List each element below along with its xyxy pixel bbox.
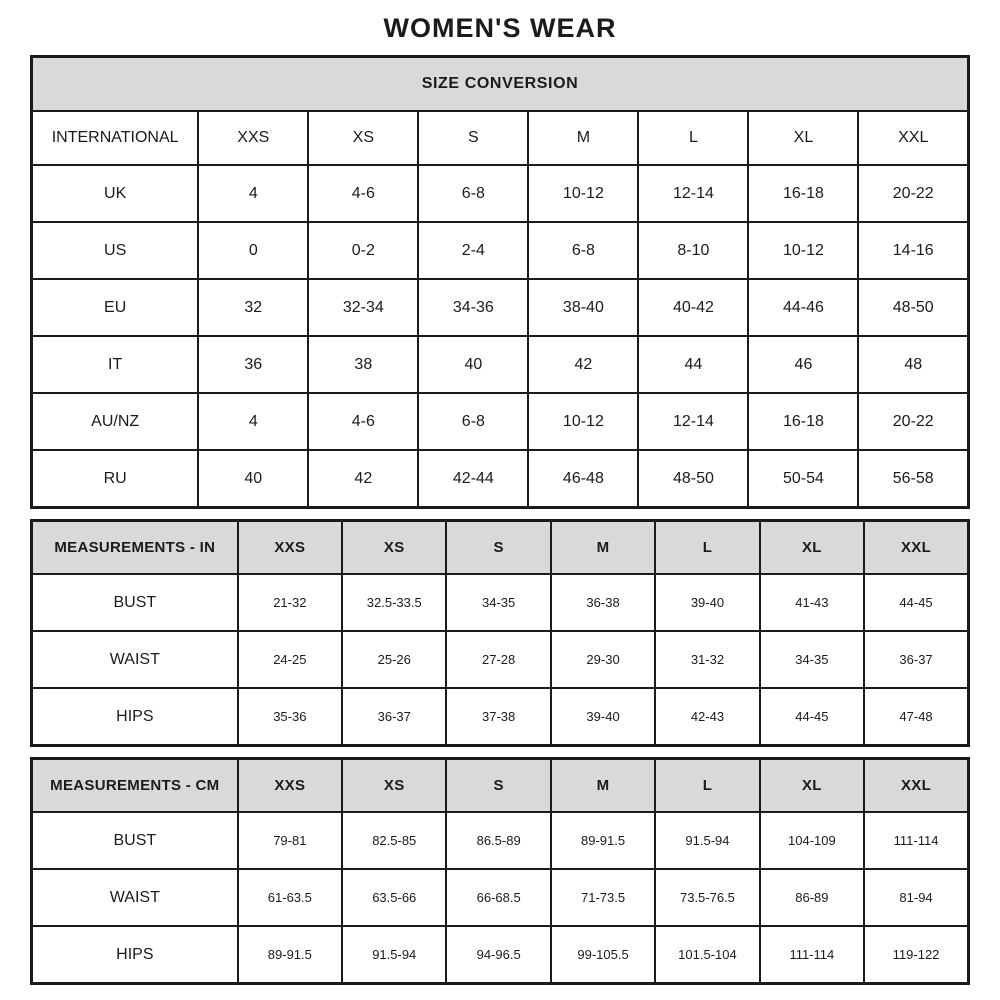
value-cell: 20-22 bbox=[858, 393, 968, 450]
value-cell: 79-81 bbox=[238, 812, 342, 869]
table-row bbox=[32, 926, 969, 984]
value-cell: 47-48 bbox=[864, 688, 968, 746]
value-cell: 44-45 bbox=[760, 688, 864, 746]
value-cell: 40 bbox=[418, 336, 528, 393]
row-label-cell: RU bbox=[32, 450, 199, 508]
value-cell: 32.5-33.5 bbox=[342, 574, 446, 631]
value-cell: 34-35 bbox=[446, 574, 550, 631]
value-cell: 86.5-89 bbox=[446, 812, 550, 869]
value-cell: 27-28 bbox=[446, 631, 550, 688]
row-label-cell: BUST bbox=[32, 812, 238, 869]
value-cell: 16-18 bbox=[748, 165, 858, 222]
value-cell: 41-43 bbox=[760, 574, 864, 631]
row-label-cell: EU bbox=[32, 279, 199, 336]
value-cell: 24-25 bbox=[238, 631, 342, 688]
row-label-cell: HIPS bbox=[32, 926, 238, 984]
value-cell: 16-18 bbox=[748, 393, 858, 450]
value-cell: 42 bbox=[528, 336, 638, 393]
size-column-cell: XS bbox=[342, 759, 446, 813]
table-row bbox=[32, 812, 969, 869]
value-cell: 56-58 bbox=[858, 450, 968, 508]
value-cell: 99-105.5 bbox=[551, 926, 655, 984]
value-cell: 61-63.5 bbox=[238, 869, 342, 926]
value-cell: 6-8 bbox=[418, 393, 528, 450]
row-label-cell: IT bbox=[32, 336, 199, 393]
row-label-cell: AU/NZ bbox=[32, 393, 199, 450]
size-column-cell: XL bbox=[760, 759, 864, 813]
size-column-cell: S bbox=[446, 521, 550, 575]
value-cell: 86-89 bbox=[760, 869, 864, 926]
measurements-cm-table bbox=[30, 757, 970, 985]
size-column-cell: XXL bbox=[858, 111, 968, 165]
value-cell: 111-114 bbox=[760, 926, 864, 984]
value-cell: 66-68.5 bbox=[446, 869, 550, 926]
value-cell: 73.5-76.5 bbox=[655, 869, 759, 926]
size-column-cell: L bbox=[655, 521, 759, 575]
column-header-row bbox=[32, 521, 969, 575]
value-cell: 104-109 bbox=[760, 812, 864, 869]
column-header-row bbox=[32, 759, 969, 813]
value-cell: 14-16 bbox=[858, 222, 968, 279]
value-cell: 6-8 bbox=[528, 222, 638, 279]
value-cell: 42-43 bbox=[655, 688, 759, 746]
table-title-cell: MEASUREMENTS - CM bbox=[32, 759, 238, 813]
value-cell: 36-37 bbox=[342, 688, 446, 746]
value-cell: 36-37 bbox=[864, 631, 968, 688]
banner-row bbox=[32, 57, 969, 112]
value-cell: 37-38 bbox=[446, 688, 550, 746]
value-cell: 8-10 bbox=[638, 222, 748, 279]
size-column-cell: XL bbox=[748, 111, 858, 165]
value-cell: 4-6 bbox=[308, 165, 418, 222]
table-row bbox=[32, 688, 969, 746]
row-label-cell: BUST bbox=[32, 574, 238, 631]
value-cell: 0-2 bbox=[308, 222, 418, 279]
value-cell: 4 bbox=[198, 165, 308, 222]
value-cell: 12-14 bbox=[638, 165, 748, 222]
value-cell: 48-50 bbox=[858, 279, 968, 336]
value-cell: 20-22 bbox=[858, 165, 968, 222]
value-cell: 111-114 bbox=[864, 812, 968, 869]
value-cell: 36 bbox=[198, 336, 308, 393]
value-cell: 31-32 bbox=[655, 631, 759, 688]
size-column-cell: M bbox=[528, 111, 638, 165]
value-cell: 42 bbox=[308, 450, 418, 508]
value-cell: 12-14 bbox=[638, 393, 748, 450]
page-title: WOMEN'S WEAR bbox=[383, 13, 617, 43]
value-cell: 25-26 bbox=[342, 631, 446, 688]
value-cell: 48 bbox=[858, 336, 968, 393]
value-cell: 40-42 bbox=[638, 279, 748, 336]
row-label-cell: WAIST bbox=[32, 869, 238, 926]
value-cell: 44-46 bbox=[748, 279, 858, 336]
value-cell: 10-12 bbox=[528, 393, 638, 450]
value-cell: 89-91.5 bbox=[238, 926, 342, 984]
value-cell: 2-4 bbox=[418, 222, 528, 279]
table-title-cell: MEASUREMENTS - IN bbox=[32, 521, 238, 575]
value-cell: 94-96.5 bbox=[446, 926, 550, 984]
size-column-cell: S bbox=[418, 111, 528, 165]
size-column-cell: XS bbox=[342, 521, 446, 575]
value-cell: 91.5-94 bbox=[342, 926, 446, 984]
value-cell: 32-34 bbox=[308, 279, 418, 336]
value-cell: 50-54 bbox=[748, 450, 858, 508]
table-banner-cell: SIZE CONVERSION bbox=[32, 57, 969, 112]
value-cell: 91.5-94 bbox=[655, 812, 759, 869]
table-row bbox=[32, 336, 969, 393]
size-conversion-table bbox=[30, 55, 970, 509]
value-cell: 35-36 bbox=[238, 688, 342, 746]
value-cell: 10-12 bbox=[528, 165, 638, 222]
column-header-row bbox=[32, 111, 969, 165]
value-cell: 39-40 bbox=[655, 574, 759, 631]
size-column-cell: XXS bbox=[238, 521, 342, 575]
size-column-cell: L bbox=[638, 111, 748, 165]
value-cell: 42-44 bbox=[418, 450, 528, 508]
value-cell: 29-30 bbox=[551, 631, 655, 688]
size-column-cell: M bbox=[551, 759, 655, 813]
table-row bbox=[32, 869, 969, 926]
table-row bbox=[32, 393, 969, 450]
value-cell: 6-8 bbox=[418, 165, 528, 222]
row-label-cell: WAIST bbox=[32, 631, 238, 688]
row-label-cell: US bbox=[32, 222, 199, 279]
size-column-cell: XXS bbox=[238, 759, 342, 813]
value-cell: 38-40 bbox=[528, 279, 638, 336]
row-label-cell: UK bbox=[32, 165, 199, 222]
value-cell: 44-45 bbox=[864, 574, 968, 631]
value-cell: 34-36 bbox=[418, 279, 528, 336]
table-row bbox=[32, 574, 969, 631]
value-cell: 0 bbox=[198, 222, 308, 279]
value-cell: 4-6 bbox=[308, 393, 418, 450]
value-cell: 71-73.5 bbox=[551, 869, 655, 926]
value-cell: 34-35 bbox=[760, 631, 864, 688]
value-cell: 46-48 bbox=[528, 450, 638, 508]
value-cell: 10-12 bbox=[748, 222, 858, 279]
table-row bbox=[32, 279, 969, 336]
size-column-cell: XXS bbox=[198, 111, 308, 165]
size-column-cell: XS bbox=[308, 111, 418, 165]
value-cell: 101.5-104 bbox=[655, 926, 759, 984]
table-row bbox=[32, 165, 969, 222]
size-column-cell: L bbox=[655, 759, 759, 813]
value-cell: 4 bbox=[198, 393, 308, 450]
table-row bbox=[32, 631, 969, 688]
value-cell: 89-91.5 bbox=[551, 812, 655, 869]
value-cell: 48-50 bbox=[638, 450, 748, 508]
value-cell: 119-122 bbox=[864, 926, 968, 984]
value-cell: 44 bbox=[638, 336, 748, 393]
size-column-cell: XXL bbox=[864, 521, 968, 575]
value-cell: 40 bbox=[198, 450, 308, 508]
size-column-cell: M bbox=[551, 521, 655, 575]
row-label-cell: HIPS bbox=[32, 688, 238, 746]
size-column-cell: S bbox=[446, 759, 550, 813]
value-cell: 46 bbox=[748, 336, 858, 393]
value-cell: 63.5-66 bbox=[342, 869, 446, 926]
value-cell: 39-40 bbox=[551, 688, 655, 746]
row-label-header-cell: INTERNATIONAL bbox=[32, 111, 199, 165]
value-cell: 21-32 bbox=[238, 574, 342, 631]
value-cell: 38 bbox=[308, 336, 418, 393]
value-cell: 32 bbox=[198, 279, 308, 336]
measurements-in-table bbox=[30, 519, 970, 747]
size-column-cell: XL bbox=[760, 521, 864, 575]
value-cell: 81-94 bbox=[864, 869, 968, 926]
value-cell: 82.5-85 bbox=[342, 812, 446, 869]
size-column-cell: XXL bbox=[864, 759, 968, 813]
table-row bbox=[32, 450, 969, 508]
table-row bbox=[32, 222, 969, 279]
value-cell: 36-38 bbox=[551, 574, 655, 631]
